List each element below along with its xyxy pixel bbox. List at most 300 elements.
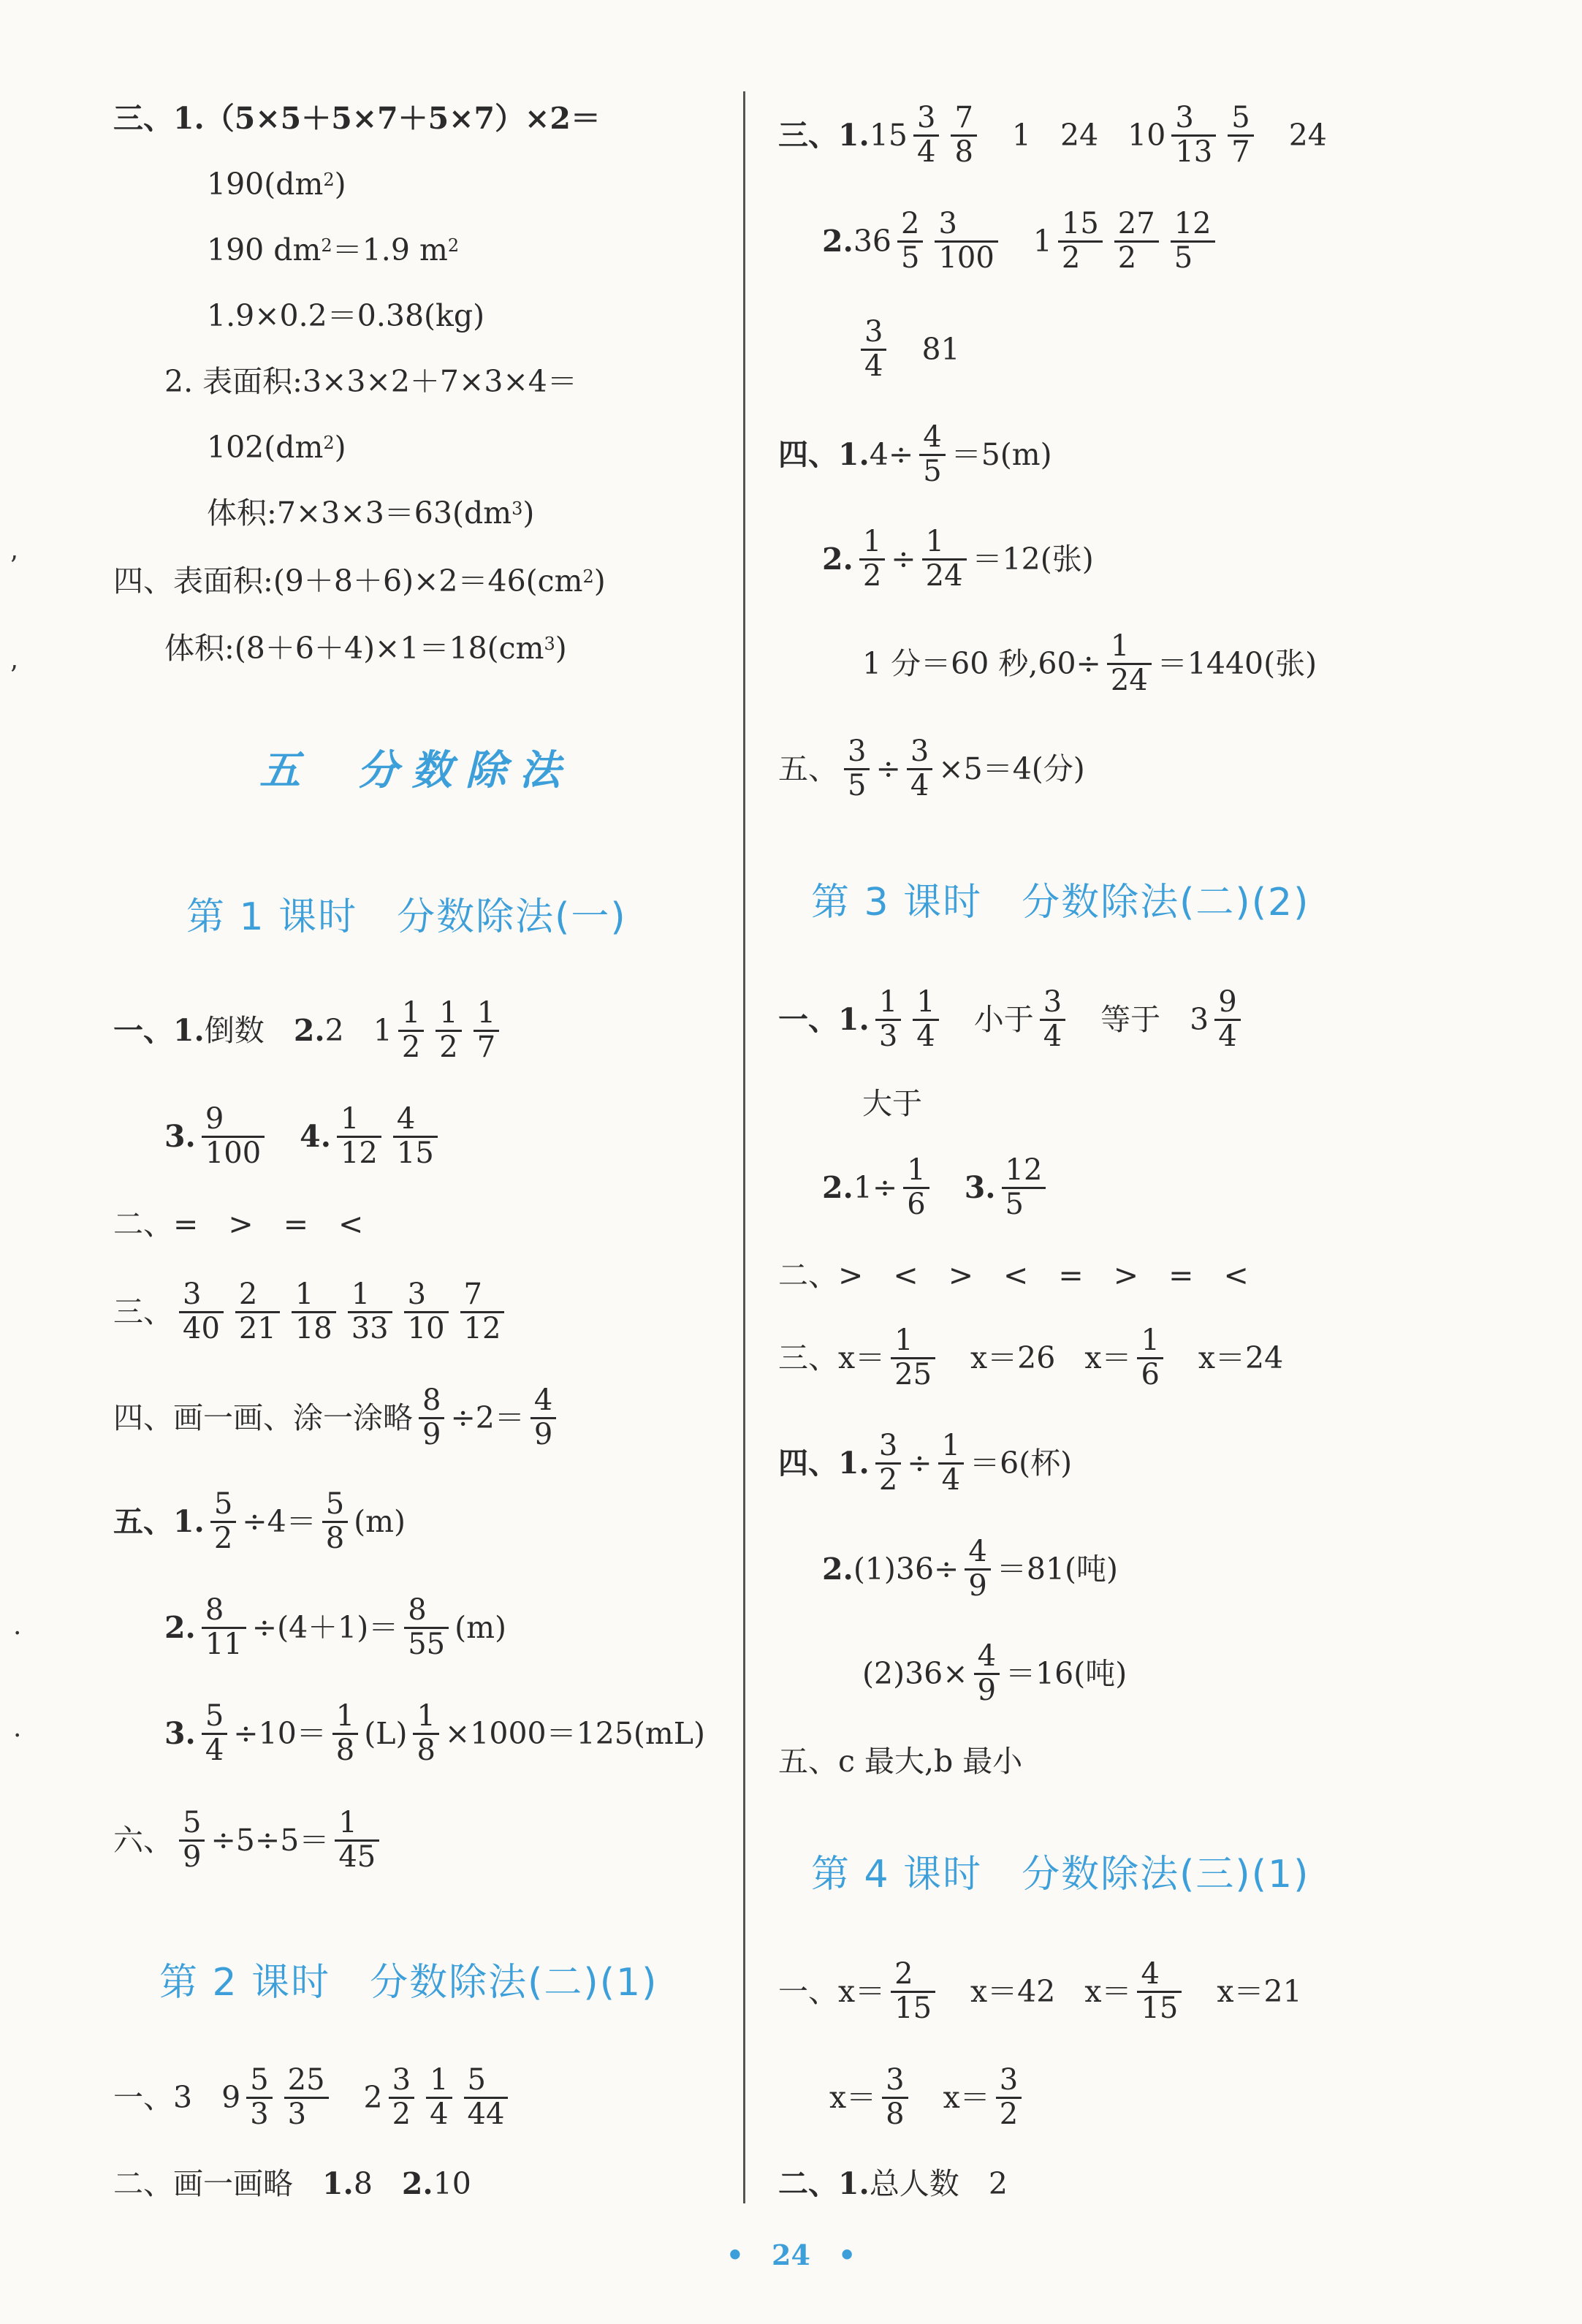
fraction bbox=[413, 1701, 438, 1766]
denominator: 55 bbox=[408, 1627, 446, 1661]
chapter-number: 五 bbox=[259, 747, 313, 794]
lesson-title: 第 1 课时 分数除法(一) bbox=[186, 895, 627, 939]
question-label: 四、1. bbox=[778, 1445, 870, 1481]
fraction bbox=[861, 316, 886, 381]
fraction bbox=[202, 1595, 246, 1660]
numerator: 5 bbox=[202, 1701, 227, 1734]
lesson-title: 第 2 课时 分数除法(二)(1) bbox=[159, 1961, 658, 2005]
answer-text: ×1000＝125(mL) bbox=[444, 1715, 705, 1751]
answer-line bbox=[778, 101, 1327, 169]
numerator: 1 bbox=[398, 998, 424, 1031]
fraction bbox=[919, 422, 945, 487]
fraction bbox=[464, 2065, 509, 2130]
answer-text: ÷4＝ bbox=[242, 1503, 316, 1539]
denominator: 2 bbox=[878, 1462, 898, 1497]
answer-text: 一、3 bbox=[113, 2079, 193, 2115]
answer-text: x＝ bbox=[829, 2079, 877, 2115]
fraction bbox=[913, 102, 939, 167]
superscript: 2 bbox=[323, 170, 335, 190]
scan-speck: · bbox=[13, 1619, 22, 1649]
fraction bbox=[202, 1701, 227, 1766]
answer-text: 9 bbox=[221, 2079, 241, 2115]
denominator: 8 bbox=[325, 1521, 345, 1555]
answer-text: 190 dm bbox=[207, 232, 322, 267]
denominator: 21 bbox=[238, 1311, 276, 1345]
numerator: 3 bbox=[996, 2065, 1022, 2098]
fraction bbox=[419, 1385, 444, 1450]
denominator: 33 bbox=[351, 1311, 389, 1345]
superscript: 2 bbox=[321, 235, 332, 256]
numerator: 3 bbox=[907, 736, 932, 770]
answer-text: ) bbox=[522, 495, 535, 531]
numerator: 8 bbox=[202, 1595, 246, 1628]
denominator: 13 bbox=[1175, 134, 1213, 169]
question-label: 2. bbox=[822, 1551, 853, 1587]
answer-text: 体积:7×3×3＝63(dm bbox=[207, 495, 512, 531]
answer-text: ×5＝4(分) bbox=[938, 751, 1085, 786]
numerator: 5 bbox=[246, 2065, 272, 2098]
numerator: 2 bbox=[897, 208, 923, 242]
denominator: 15 bbox=[894, 1991, 932, 2025]
answer-text: 二、画一画略 bbox=[113, 2165, 293, 2201]
numerator: 1 bbox=[413, 1701, 438, 1734]
answer-text: 36 bbox=[853, 223, 891, 259]
numerator: 1 bbox=[337, 1104, 381, 1137]
answer-text: x＝ bbox=[1084, 1340, 1132, 1375]
question-label: 五、 bbox=[778, 751, 838, 786]
fraction bbox=[875, 987, 901, 1052]
denominator: 5 bbox=[1005, 1187, 1024, 1221]
answer-text: ＝12(张) bbox=[972, 541, 1094, 577]
answer-line bbox=[164, 1593, 507, 1661]
question-label: 3. bbox=[164, 1715, 196, 1751]
answer-text: 3 bbox=[1190, 1001, 1209, 1037]
question-label: 四、1. bbox=[778, 436, 870, 472]
answer-text: 小于 bbox=[973, 1001, 1034, 1037]
numerator: 3 bbox=[404, 1279, 449, 1313]
fraction bbox=[337, 1104, 381, 1169]
denominator: 2 bbox=[862, 558, 882, 593]
numerator: 1 bbox=[348, 1279, 392, 1313]
denominator: 45 bbox=[338, 1839, 376, 1874]
numerator: 5 bbox=[322, 1489, 348, 1522]
numerator: 3 bbox=[882, 2065, 908, 2098]
denominator: 12 bbox=[340, 1136, 378, 1170]
fraction bbox=[210, 1489, 236, 1554]
denominator: 8 bbox=[954, 134, 973, 169]
fraction bbox=[844, 736, 870, 801]
fraction bbox=[935, 208, 997, 273]
answer-text: 2 bbox=[324, 1012, 344, 1048]
answer-text: 1 bbox=[1011, 117, 1031, 153]
answer-text: ) bbox=[593, 563, 606, 599]
answer-text: 1 bbox=[373, 1012, 392, 1048]
denominator: 10 bbox=[407, 1311, 445, 1345]
denominator: 4 bbox=[1218, 1019, 1237, 1053]
denominator: 2 bbox=[1117, 240, 1137, 275]
answer-text: 1 分＝60 秒,60÷ bbox=[862, 645, 1101, 681]
answer-line bbox=[113, 552, 606, 610]
numerator: 1 bbox=[938, 1430, 964, 1464]
fraction bbox=[1114, 208, 1159, 273]
numerator: 7 bbox=[951, 102, 976, 136]
chapter-title: 分数除法 bbox=[357, 747, 574, 794]
answer-line bbox=[778, 1246, 1249, 1305]
numerator: 1 bbox=[436, 998, 461, 1031]
answer-text: ＝1440(张) bbox=[1157, 645, 1317, 681]
answer-text: ÷ bbox=[875, 751, 901, 786]
answer-text: x＝21 bbox=[1217, 1973, 1302, 2009]
answer-text: x＝ bbox=[1084, 1973, 1132, 2009]
denominator: 11 bbox=[205, 1627, 243, 1661]
superscript: 2 bbox=[447, 235, 460, 256]
fraction bbox=[1228, 102, 1253, 167]
numerator: 7 bbox=[460, 1279, 505, 1313]
fraction bbox=[859, 526, 885, 591]
denominator: 8 bbox=[886, 2097, 905, 2131]
superscript: 2 bbox=[582, 566, 594, 587]
fraction bbox=[235, 1279, 280, 1344]
numerator: 1 bbox=[859, 526, 885, 560]
denominator: 44 bbox=[467, 2097, 505, 2131]
denominator: 9 bbox=[422, 1417, 441, 1451]
answer-text: (m) bbox=[354, 1503, 406, 1539]
answer-line bbox=[113, 1383, 562, 1451]
fraction bbox=[996, 2065, 1022, 2130]
fraction bbox=[882, 2065, 908, 2130]
question-label: 2. bbox=[401, 2165, 433, 2201]
denominator: 9 bbox=[533, 1417, 553, 1451]
answer-line bbox=[778, 2154, 1008, 2213]
answer-line bbox=[822, 207, 1221, 275]
answer-text: x＝42 bbox=[970, 1973, 1056, 2009]
denominator: 7 bbox=[476, 1030, 496, 1064]
denominator: 3 bbox=[878, 1019, 898, 1053]
answer-text: 总人数 bbox=[869, 2165, 959, 2201]
numerator: 12 bbox=[1002, 1155, 1046, 1188]
denominator: 7 bbox=[1231, 134, 1250, 169]
denominator: 25 bbox=[894, 1357, 932, 1391]
numerator: 12 bbox=[1171, 208, 1215, 242]
answer-line bbox=[778, 1324, 1284, 1391]
numerator: 1 bbox=[335, 1807, 379, 1841]
numerator: 1 bbox=[474, 998, 499, 1031]
numerator: 4 bbox=[1137, 1959, 1182, 1992]
fraction bbox=[891, 1959, 935, 2024]
fraction bbox=[179, 1807, 205, 1872]
answer-line bbox=[778, 420, 1052, 488]
answer-text: ＝16(吨) bbox=[1005, 1655, 1127, 1691]
answer-text: ÷ bbox=[907, 1445, 932, 1481]
answer-line bbox=[862, 1639, 1127, 1707]
answer-line bbox=[855, 315, 960, 383]
answer-text: 2 bbox=[988, 2165, 1008, 2201]
question-label: 3. bbox=[164, 1118, 196, 1154]
numerator: 8 bbox=[404, 1595, 449, 1628]
fraction bbox=[1171, 102, 1216, 167]
numerator: 9 bbox=[202, 1104, 265, 1137]
fraction bbox=[436, 998, 461, 1063]
question-label: 2. bbox=[822, 1169, 853, 1205]
fraction bbox=[460, 1279, 505, 1344]
fraction bbox=[922, 526, 967, 591]
numerator: 4 bbox=[974, 1641, 1000, 1674]
fraction bbox=[913, 987, 938, 1052]
question-label: 3. bbox=[964, 1169, 996, 1205]
numerator: 5 bbox=[179, 1807, 205, 1841]
answer-line bbox=[113, 89, 601, 148]
numerator: 3 bbox=[179, 1279, 224, 1313]
answer-text: (2)36× bbox=[862, 1655, 968, 1691]
answer-text: 三、1.（5×5＋5×7＋5×7）×2＝ bbox=[113, 100, 601, 136]
answer-text: 1÷ bbox=[853, 1169, 898, 1205]
fraction bbox=[1107, 631, 1152, 696]
fraction bbox=[246, 2065, 272, 2130]
answer-text: 24 bbox=[1288, 117, 1327, 153]
answer-text: (1)36÷ bbox=[853, 1551, 959, 1587]
fraction bbox=[474, 998, 499, 1063]
question-label: 4. bbox=[300, 1118, 331, 1154]
answer-text: 二、> < > < = > = < bbox=[778, 1257, 1249, 1293]
question-label: 2. bbox=[293, 1012, 325, 1048]
numerator: 1 bbox=[292, 1279, 336, 1313]
fraction bbox=[965, 1536, 990, 1601]
fraction bbox=[974, 1641, 1000, 1706]
fraction bbox=[1137, 1325, 1163, 1390]
answer-text: 体积:(8＋6＋4)×1＝18(cm bbox=[164, 630, 544, 666]
numerator: 3 bbox=[875, 1430, 901, 1464]
answer-text: ÷(4＋1)＝ bbox=[251, 1609, 399, 1645]
denominator: 3 bbox=[287, 2097, 307, 2131]
denominator: 24 bbox=[925, 558, 963, 593]
answer-line bbox=[822, 1153, 1052, 1221]
denominator: 9 bbox=[968, 1568, 987, 1603]
answer-text: ) bbox=[334, 429, 346, 465]
answer-line bbox=[113, 1806, 385, 1874]
fraction bbox=[530, 1385, 556, 1450]
fraction bbox=[951, 102, 976, 167]
chapter-heading bbox=[259, 738, 574, 797]
fraction bbox=[891, 1325, 935, 1390]
fraction bbox=[398, 998, 424, 1063]
answer-text: 1 bbox=[1033, 223, 1052, 259]
answer-text: (L) bbox=[364, 1715, 408, 1751]
question-label: 六、 bbox=[113, 1822, 173, 1858]
answer-text: 二、= > = < bbox=[113, 1206, 364, 1242]
denominator: 15 bbox=[1141, 1991, 1179, 2025]
denominator: 4 bbox=[864, 349, 883, 383]
numerator: 2 bbox=[891, 1959, 935, 1992]
denominator: 4 bbox=[430, 2097, 449, 2131]
numerator: 1 bbox=[922, 526, 967, 560]
numerator: 1 bbox=[891, 1325, 935, 1359]
fraction bbox=[348, 1279, 392, 1344]
answer-line bbox=[113, 2063, 514, 2131]
answer-line bbox=[207, 221, 459, 279]
numerator: 27 bbox=[1114, 208, 1159, 242]
answer-line bbox=[164, 1102, 444, 1170]
denominator: 24 bbox=[1110, 663, 1148, 697]
numerator: 4 bbox=[919, 422, 945, 455]
denominator: 5 bbox=[1174, 240, 1193, 275]
scan-speck: · bbox=[13, 1721, 22, 1751]
fraction bbox=[426, 2065, 452, 2130]
answer-text: 倒数 bbox=[204, 1012, 265, 1048]
denominator: 40 bbox=[183, 1311, 220, 1345]
answer-text: 大于 bbox=[862, 1085, 922, 1121]
denominator: 8 bbox=[417, 1733, 436, 1767]
fraction bbox=[1171, 208, 1215, 273]
denominator: 4 bbox=[1043, 1019, 1062, 1053]
superscript: 2 bbox=[323, 433, 335, 453]
answer-line bbox=[164, 1699, 705, 1767]
answer-text: ＝5(m) bbox=[951, 436, 1052, 472]
numerator: 3 bbox=[1171, 102, 1216, 136]
answer-text: ) bbox=[334, 166, 346, 202]
answer-text: ) bbox=[555, 630, 567, 666]
numerator: 25 bbox=[284, 2065, 329, 2098]
answer-line bbox=[113, 996, 505, 1064]
numerator: 1 bbox=[426, 2065, 452, 2098]
fraction bbox=[179, 1279, 224, 1344]
fraction bbox=[202, 1104, 265, 1169]
answer-text: 190(dm bbox=[207, 166, 324, 202]
numerator: 1 bbox=[1137, 1325, 1163, 1359]
answer-text: ÷ bbox=[891, 541, 916, 577]
numerator: 3 bbox=[844, 736, 870, 770]
fraction bbox=[404, 1595, 449, 1660]
answer-text: 一、x＝ bbox=[778, 1973, 886, 2009]
fraction bbox=[903, 1155, 929, 1220]
fraction bbox=[1040, 987, 1065, 1052]
question-label: 五、1. bbox=[113, 1503, 205, 1539]
answer-line bbox=[207, 418, 346, 476]
numerator: 5 bbox=[464, 2065, 509, 2098]
fraction bbox=[335, 1807, 379, 1872]
answer-line bbox=[113, 1195, 363, 1253]
fraction bbox=[393, 1104, 438, 1169]
question-label: 一、1. bbox=[778, 1001, 870, 1037]
answer-line bbox=[862, 629, 1317, 697]
answer-text: 2. 表面积:3×3×2＋7×3×4＝ bbox=[164, 363, 577, 399]
numerator: 15 bbox=[1058, 208, 1103, 242]
denominator: 2 bbox=[439, 1030, 458, 1064]
answer-line bbox=[862, 1074, 922, 1133]
question-label: 2. bbox=[822, 223, 853, 259]
lesson-title: 第 3 课时 分数除法(二)(2) bbox=[811, 881, 1310, 924]
denominator: 5 bbox=[848, 768, 867, 802]
answer-text: 等于 bbox=[1100, 1001, 1161, 1037]
denominator: 9 bbox=[183, 1839, 202, 1874]
answer-text: 10 bbox=[433, 2165, 471, 2201]
lesson-title: 第 4 课时 分数除法(三)(1) bbox=[811, 1853, 1310, 1896]
answer-line bbox=[778, 734, 1085, 802]
answer-text: 三、x＝ bbox=[778, 1340, 886, 1375]
answer-text: 24 bbox=[1060, 117, 1099, 153]
fraction bbox=[897, 208, 923, 273]
answer-line bbox=[778, 1957, 1302, 2025]
question-label: 一、1. bbox=[113, 1012, 205, 1048]
page-number-value: 24 bbox=[772, 2238, 810, 2271]
fraction bbox=[292, 1279, 336, 1344]
answer-text: 2 bbox=[363, 2079, 383, 2115]
denominator: 5 bbox=[900, 240, 920, 275]
question-label: 2. bbox=[822, 541, 853, 577]
page-number: • 24 • bbox=[726, 2238, 856, 2271]
denominator: 4 bbox=[910, 768, 929, 802]
numerator: 3 bbox=[389, 2065, 414, 2098]
answer-text: x＝ bbox=[943, 2079, 990, 2115]
answer-text: ＝6(杯) bbox=[970, 1445, 1073, 1481]
fraction bbox=[1002, 1155, 1046, 1220]
fraction bbox=[332, 1701, 358, 1766]
question-label: 三、1. bbox=[778, 117, 870, 153]
numerator: 8 bbox=[419, 1385, 444, 1419]
answer-text: x＝24 bbox=[1198, 1340, 1284, 1375]
answer-text: 15 bbox=[869, 117, 908, 153]
numerator: 3 bbox=[935, 208, 997, 242]
numerator: 4 bbox=[530, 1385, 556, 1419]
answer-line bbox=[113, 1487, 406, 1555]
fraction bbox=[284, 2065, 329, 2130]
denominator: 12 bbox=[463, 1311, 501, 1345]
answer-text: ＝81(吨) bbox=[996, 1551, 1119, 1587]
answer-line bbox=[207, 155, 346, 213]
answer-text: 1.9×0.2＝0.38(kg) bbox=[207, 297, 485, 333]
answer-line bbox=[778, 1732, 1022, 1791]
answer-line bbox=[822, 525, 1094, 593]
numerator: 1 bbox=[913, 987, 938, 1020]
scan-speck: ʼ bbox=[9, 661, 18, 691]
denominator: 8 bbox=[335, 1733, 355, 1767]
answer-text: 102(dm bbox=[207, 429, 324, 465]
denominator: 2 bbox=[213, 1521, 233, 1555]
answer-line bbox=[778, 985, 1247, 1053]
denominator: 15 bbox=[396, 1136, 434, 1170]
numerator: 9 bbox=[1214, 987, 1240, 1020]
fraction bbox=[322, 1489, 348, 1554]
answer-line bbox=[113, 1277, 510, 1345]
denominator: 4 bbox=[916, 1019, 935, 1053]
numerator: 3 bbox=[861, 316, 886, 350]
answer-line bbox=[164, 619, 567, 677]
fraction bbox=[1058, 208, 1103, 273]
numerator: 1 bbox=[903, 1155, 929, 1188]
answer-text: ＝1.9 m bbox=[332, 232, 448, 267]
denominator: 3 bbox=[250, 2097, 269, 2131]
answer-line bbox=[778, 1429, 1073, 1497]
fraction bbox=[389, 2065, 414, 2130]
denominator: 100 bbox=[938, 240, 995, 275]
column-divider bbox=[743, 91, 745, 2203]
denominator: 2 bbox=[1061, 240, 1081, 275]
answer-text: 81 bbox=[921, 331, 960, 367]
answer-text: 10 bbox=[1127, 117, 1166, 153]
superscript: 3 bbox=[544, 634, 555, 654]
denominator: 6 bbox=[1141, 1357, 1160, 1391]
denominator: 18 bbox=[294, 1311, 332, 1345]
numerator: 1 bbox=[332, 1701, 358, 1734]
numerator: 2 bbox=[235, 1279, 280, 1313]
fraction bbox=[1137, 1959, 1182, 2024]
fraction bbox=[404, 1279, 449, 1344]
answer-text: 8 bbox=[353, 2165, 373, 2201]
fraction bbox=[907, 736, 932, 801]
question-label: 二、1. bbox=[778, 2165, 870, 2201]
answer-text: 四、表面积:(9＋8＋6)×2＝46(cm bbox=[113, 563, 583, 599]
fraction bbox=[875, 1430, 901, 1495]
denominator: 2 bbox=[401, 1030, 421, 1064]
